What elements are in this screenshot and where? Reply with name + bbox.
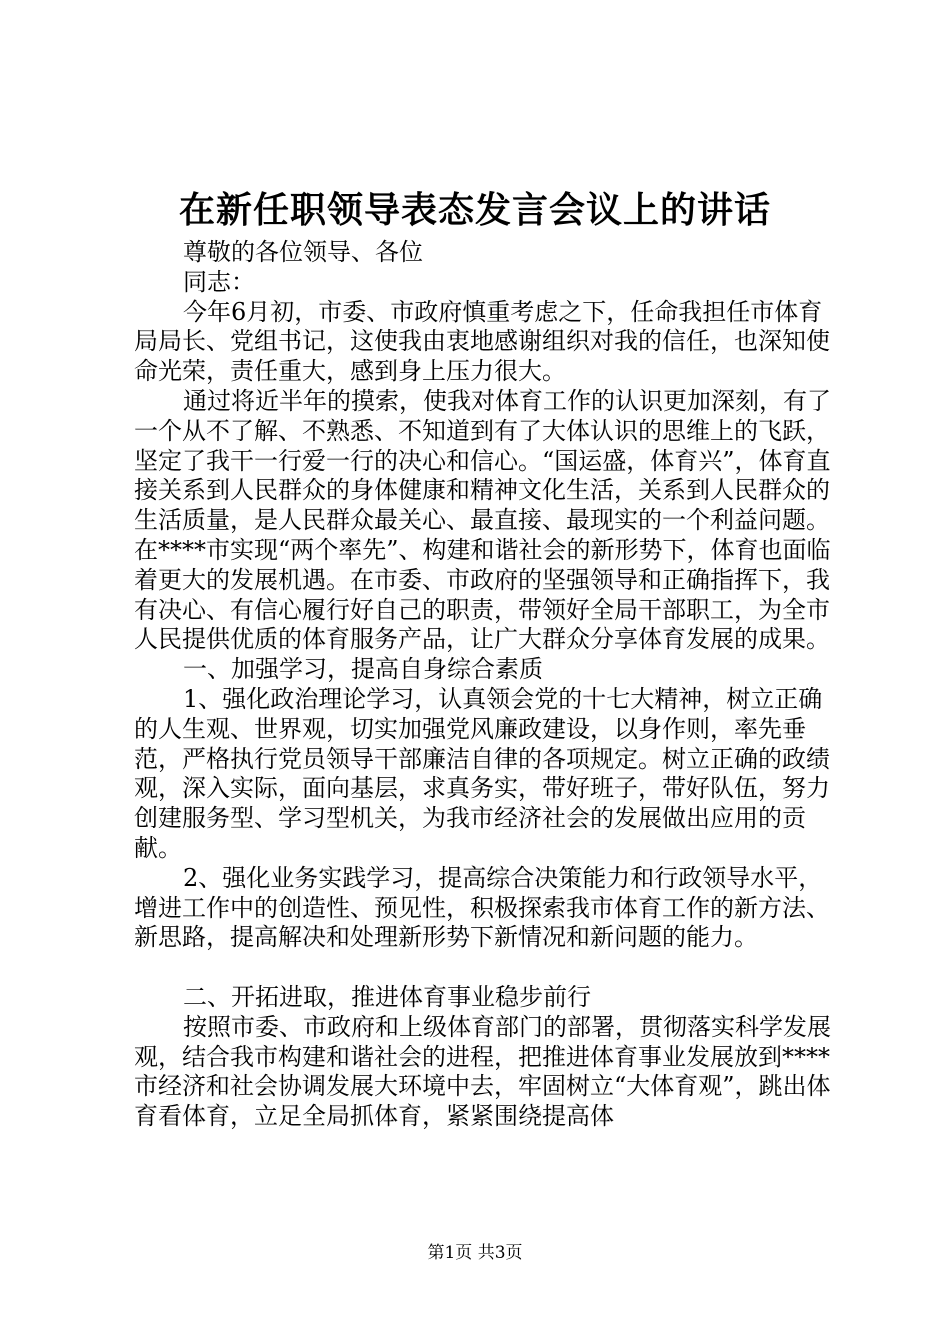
section-heading-1: 一、加强学习，提高自身综合素质 <box>183 655 543 684</box>
document-body <box>134 238 834 1132</box>
paragraph-deployment: 按照市委、市政府和上级体育部门的部署，贯彻落实科学发展观，结合我市构建和谐社会的进程，把推进体育事业发展放到****市经济和社会协调发展大环境中去，牢固树立“大体育观”，跳出体育看体育，立足全局抓体育，紧紧围绕提高体 <box>134 1012 831 1131</box>
section-heading-2: 二、开拓进取，推进体育事业稳步前行 <box>183 982 591 1011</box>
salutation-line-2: 同志： <box>183 267 255 296</box>
paragraph-business-study: 2、强化业务实践学习，提高综合决策能力和行政领导水平，增进工作中的创造性、预见性，积极探索我市体育工作的新方法、新思路，提高解决和处理新形势下新情况和新问题的能力。 <box>134 863 830 952</box>
paragraph-spacer <box>134 953 834 983</box>
document-title: 在新任职领导表态发言会议上的讲话 <box>178 189 771 231</box>
paragraph-political-study: 1、强化政治理论学习，认真领会党的十七大精神，树立正确的人生观、世界观，切实加强党风廉政建设，以身作则，率先垂范，严格执行党员领导干部廉洁自律的各项规定。树立正确的政绩观，深入实际，面向基层，求真务实，带好班子，带好队伍，努力创建服务型、学习型机关，为我市经济社会的发展做出应用的贡献。 <box>134 684 830 862</box>
salutation-line-1: 尊敬的各位领导、各位 <box>183 238 423 266</box>
paragraph-understanding: 通过将近半年的摸索，使我对体育工作的认识更加深刻，有了一个从不了解、不熟悉、不知道到有了大体认识的思维上的飞跃，坚定了我干一行爱一行的决心和信心。“国运盛，体育兴”，体育直接关系到人民群众的身体健康和精神文化生活，关系到人民群众的生活质量，是人民群众最关心、最直接、最现实的一个利益问题。在****市实现“两个率先”、构建和谐社会的新形势下，体育也面临着更大的发展机遇。在市委、市政府的坚强领导和正确指挥下，我有决心、有信心履行好自己的职责，带领好全局干部职工，为全市人民提供优质的体育服务产品，让广大群众分享体育发展的成果。 <box>134 386 831 654</box>
paragraph-appointment: 今年6月初，市委、市政府慎重考虑之下，任命我担任市体育局局长、党组书记，这使我由衷地感谢组织对我的信任，也深知使命光荣，责任重大，感到身上压力很大。 <box>134 297 830 386</box>
page-number-footer: 第1页 共3页 <box>427 1243 523 1263</box>
